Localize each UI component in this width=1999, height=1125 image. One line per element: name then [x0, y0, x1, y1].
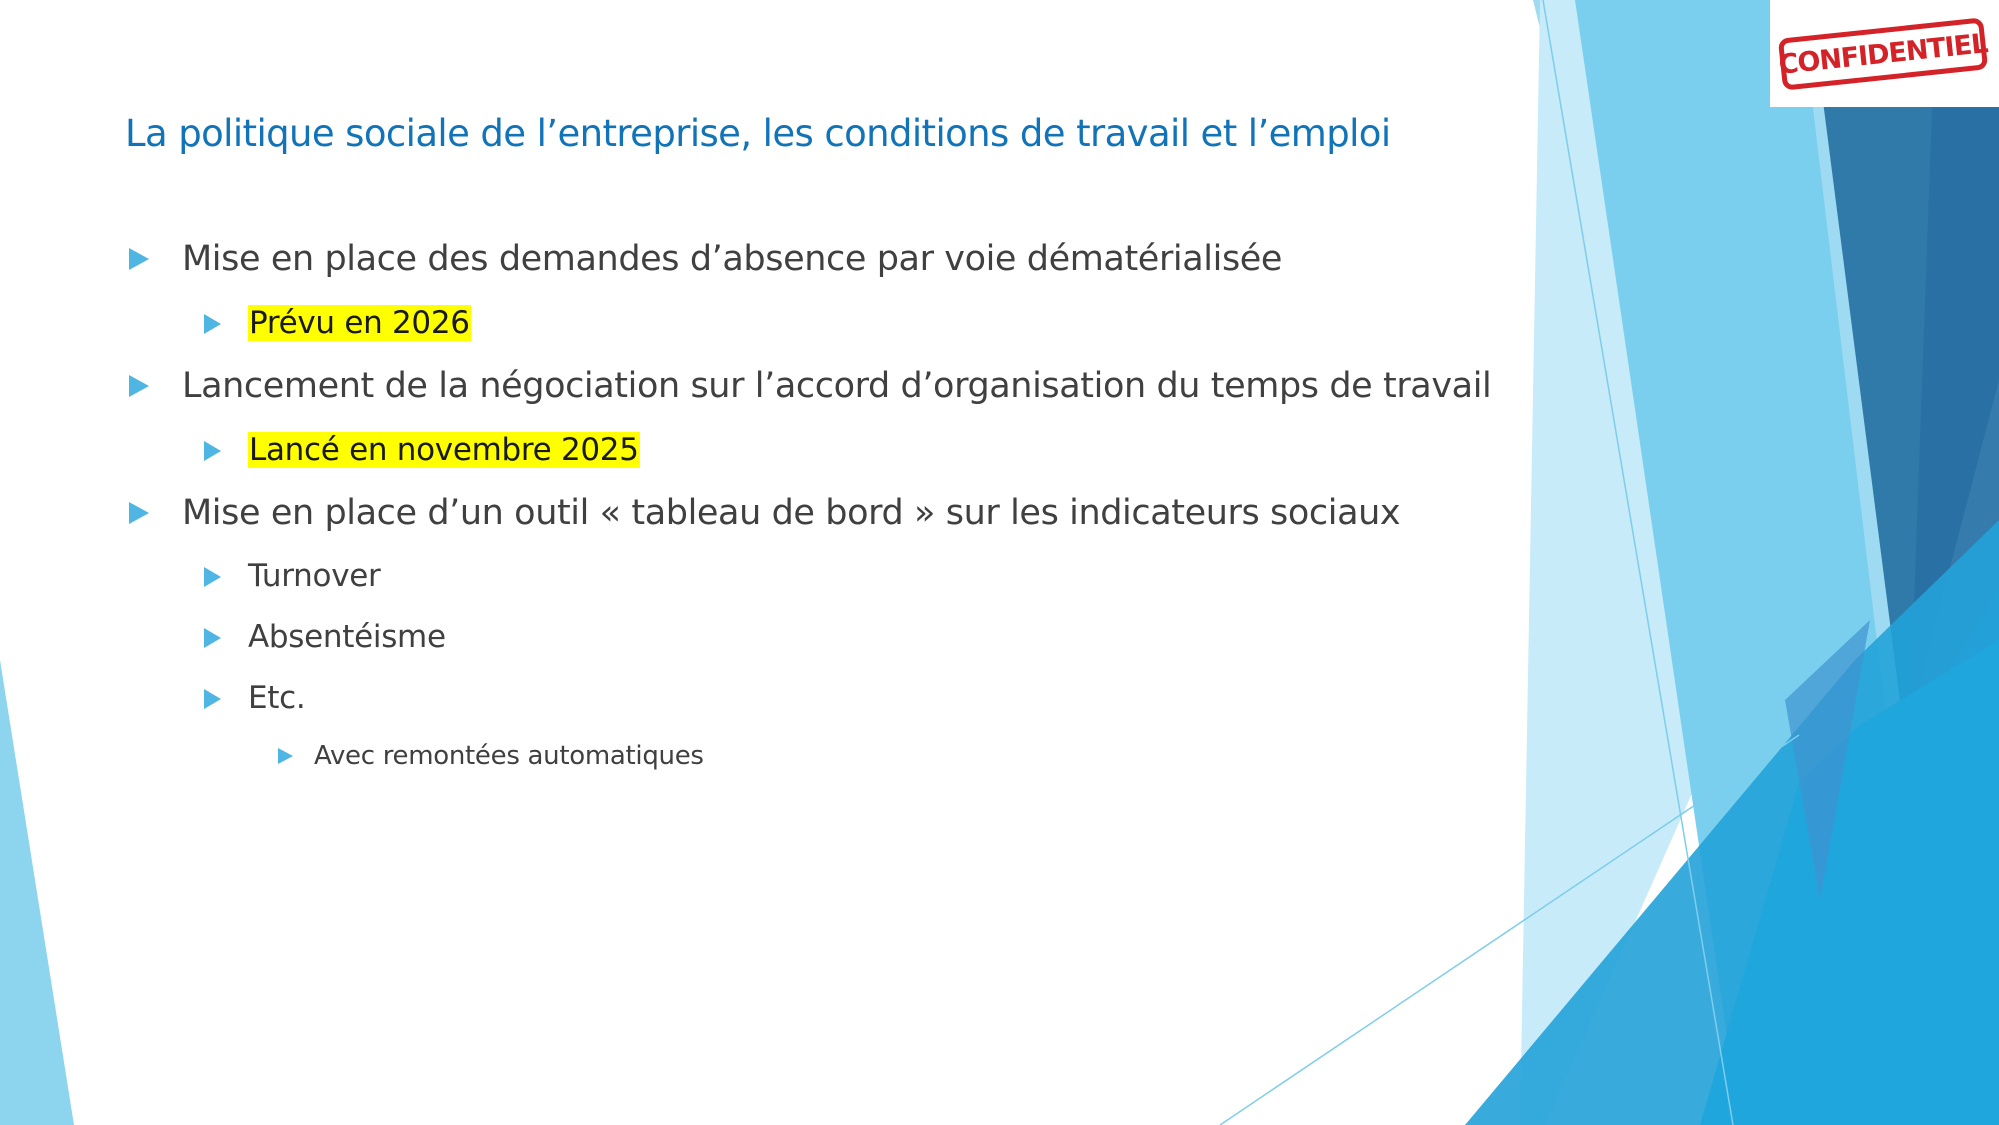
stamp-label: CONFIDENTIEL — [1778, 17, 1988, 90]
bullet-item — [182, 234, 1282, 284]
bullet-item — [248, 614, 446, 660]
facet-shape — [0, 660, 74, 1125]
triangle-right-icon — [278, 748, 293, 764]
bullet-text: Absentéisme — [248, 619, 446, 655]
triangle-right-icon — [129, 502, 149, 524]
bullet-item — [248, 553, 380, 599]
triangle-right-icon — [129, 248, 149, 270]
triangle-right-icon — [204, 314, 221, 334]
triangle-right-icon — [204, 628, 221, 648]
bullet-item — [248, 675, 305, 721]
bullet-text: Avec remontées automatiques — [314, 741, 704, 771]
bullet-text-highlighted: Lancé en novembre 2025 — [249, 432, 639, 468]
bullet-text: Mise en place d’un outil « tableau de bord » sur les indicateurs sociaux — [182, 493, 1401, 533]
bullet-item — [182, 361, 1491, 411]
slide-title: La politique sociale de l’entreprise, les conditions de travail et l’emploi — [125, 112, 1391, 155]
bullet-text: Turnover — [248, 558, 381, 594]
confidential-stamp — [1770, 0, 1999, 107]
bullet-text: Lancement de la négociation sur l’accord d’organisation du temps de travail — [182, 366, 1492, 406]
triangle-right-icon — [204, 441, 221, 461]
triangle-right-icon — [204, 689, 221, 709]
triangle-right-icon — [204, 567, 221, 587]
triangle-right-icon — [129, 375, 149, 397]
bullet-item — [314, 736, 704, 776]
bullet-item — [248, 300, 471, 346]
bullet-text: Etc. — [248, 680, 306, 716]
bullet-text-highlighted: Prévu en 2026 — [249, 305, 470, 341]
bullet-item — [248, 427, 640, 473]
bullet-text: Mise en place des demandes d’absence par voie dématérialisée — [182, 239, 1283, 279]
bullet-item — [182, 488, 1400, 538]
